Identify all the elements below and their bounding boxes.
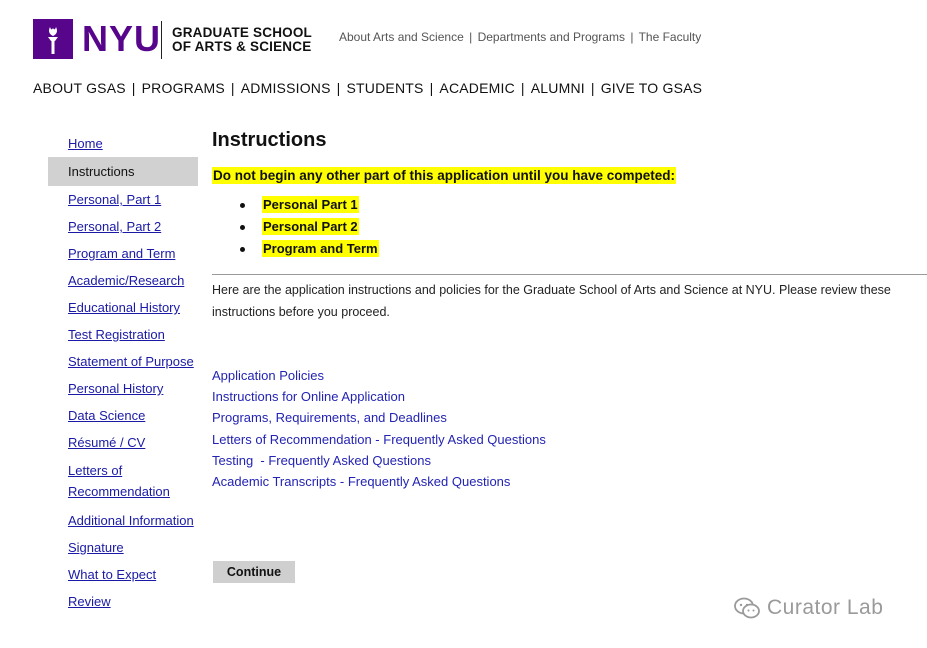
sidebar-item-additional-information[interactable]: Additional Information [68, 513, 194, 528]
logo-divider [161, 21, 162, 59]
watermark [733, 596, 883, 620]
link-application-policies[interactable]: Application Policies [212, 368, 325, 383]
link-letters-of-recommendation-faq[interactable]: Letters of Recommendation - Frequently Asked Questions [212, 431, 546, 447]
separator: | [131, 80, 136, 96]
nav-alumni[interactable]: ALUMNI [530, 80, 585, 96]
list-item [240, 216, 927, 238]
bullet-icon [240, 203, 245, 208]
required-item-program-and-term: Program and Term [263, 241, 378, 256]
required-item-personal-part-1: Personal Part 1 [263, 197, 358, 212]
instruction-links [212, 365, 927, 492]
separator: | [469, 30, 473, 44]
sidebar-item-personal-part-2[interactable]: Personal, Part 2 [68, 219, 162, 234]
nav-programs[interactable]: PROGRAMS [141, 80, 225, 96]
top-link-the-faculty[interactable]: The Faculty [638, 30, 702, 44]
sidebar-item-educational-history[interactable]: Educational History [68, 300, 180, 315]
top-link-departments-and-programs[interactable]: Departments and Programs [477, 30, 625, 44]
sidebar-item-personal-part-1[interactable]: Personal, Part 1 [68, 192, 162, 207]
school-name [172, 26, 312, 54]
page-title: Instructions [212, 129, 327, 151]
sidebar-item-letters-of-recommendation[interactable]: Letters of Recommendation [68, 463, 170, 499]
link-programs-requirements-deadlines[interactable]: Programs, Requirements, and Deadlines [212, 410, 447, 426]
link-academic-transcripts-faq[interactable]: Academic Transcripts - Frequently Asked Questions [212, 474, 511, 490]
separator: | [230, 80, 235, 96]
separator: | [520, 80, 525, 96]
warning-notice: Do not begin any other part of this application until you have competed: [213, 168, 676, 183]
sidebar-item-data-science[interactable]: Data Science [68, 408, 146, 423]
wechat-icon [733, 596, 761, 620]
separator: | [429, 80, 434, 96]
main-content [212, 128, 927, 492]
top-links [339, 30, 701, 44]
watermark-text: Curator Lab [767, 596, 884, 619]
required-items-list [240, 194, 927, 260]
separator: | [590, 80, 595, 96]
link-testing-faq[interactable]: Testing - Frequently Asked Questions [212, 452, 431, 468]
nav-give-to-gsas[interactable]: GIVE TO GSAS [600, 80, 703, 96]
nyu-torch-logo[interactable] [33, 19, 73, 59]
nav-students[interactable]: STUDENTS [346, 80, 424, 96]
sidebar-item-program-and-term[interactable]: Program and Term [68, 246, 176, 261]
school-name-line1: GRADUATE SCHOOL [172, 25, 312, 40]
sidebar-item-academic-research[interactable]: Academic/Research [68, 273, 185, 288]
intro-text: Here are the application instructions and policies for the Graduate School of Arts and Science at NYU. Please review these instructions before you proceed. [212, 283, 891, 319]
main-nav [33, 80, 702, 96]
sidebar-item-instructions[interactable]: Instructions [48, 157, 198, 186]
school-name-line2: OF ARTS & SCIENCE [172, 39, 312, 54]
separator: | [630, 30, 634, 44]
divider [212, 274, 927, 275]
sidebar-item-statement-of-purpose[interactable]: Statement of Purpose [68, 354, 194, 369]
top-link-about-arts-and-science[interactable]: About Arts and Science [339, 30, 464, 44]
bullet-icon [240, 247, 245, 252]
application-sidebar [48, 130, 198, 615]
list-item [240, 194, 927, 216]
sidebar-item-review[interactable]: Review [68, 594, 111, 609]
sidebar-item-what-to-expect[interactable]: What to Expect [68, 567, 157, 582]
nav-admissions[interactable]: ADMISSIONS [240, 80, 331, 96]
torch-icon [33, 19, 73, 59]
sidebar-item-resume-cv[interactable]: Résumé / CV [68, 435, 146, 450]
sidebar-item-home[interactable]: Home [68, 136, 103, 151]
required-item-personal-part-2: Personal Part 2 [263, 219, 358, 234]
list-item [240, 238, 927, 260]
continue-button[interactable]: Continue [213, 561, 295, 583]
sidebar-item-personal-history[interactable]: Personal History [68, 381, 164, 396]
nav-academic[interactable]: ACADEMIC [439, 80, 515, 96]
link-instructions-online-application[interactable]: Instructions for Online Application [212, 389, 405, 405]
bullet-icon [240, 225, 245, 230]
sidebar-item-signature[interactable]: Signature [68, 540, 124, 555]
nyu-wordmark[interactable]: NYU [82, 18, 162, 59]
nav-about-gsas[interactable]: ABOUT GSAS [33, 80, 126, 96]
separator: | [336, 80, 341, 96]
sidebar-item-test-registration[interactable]: Test Registration [68, 327, 165, 342]
